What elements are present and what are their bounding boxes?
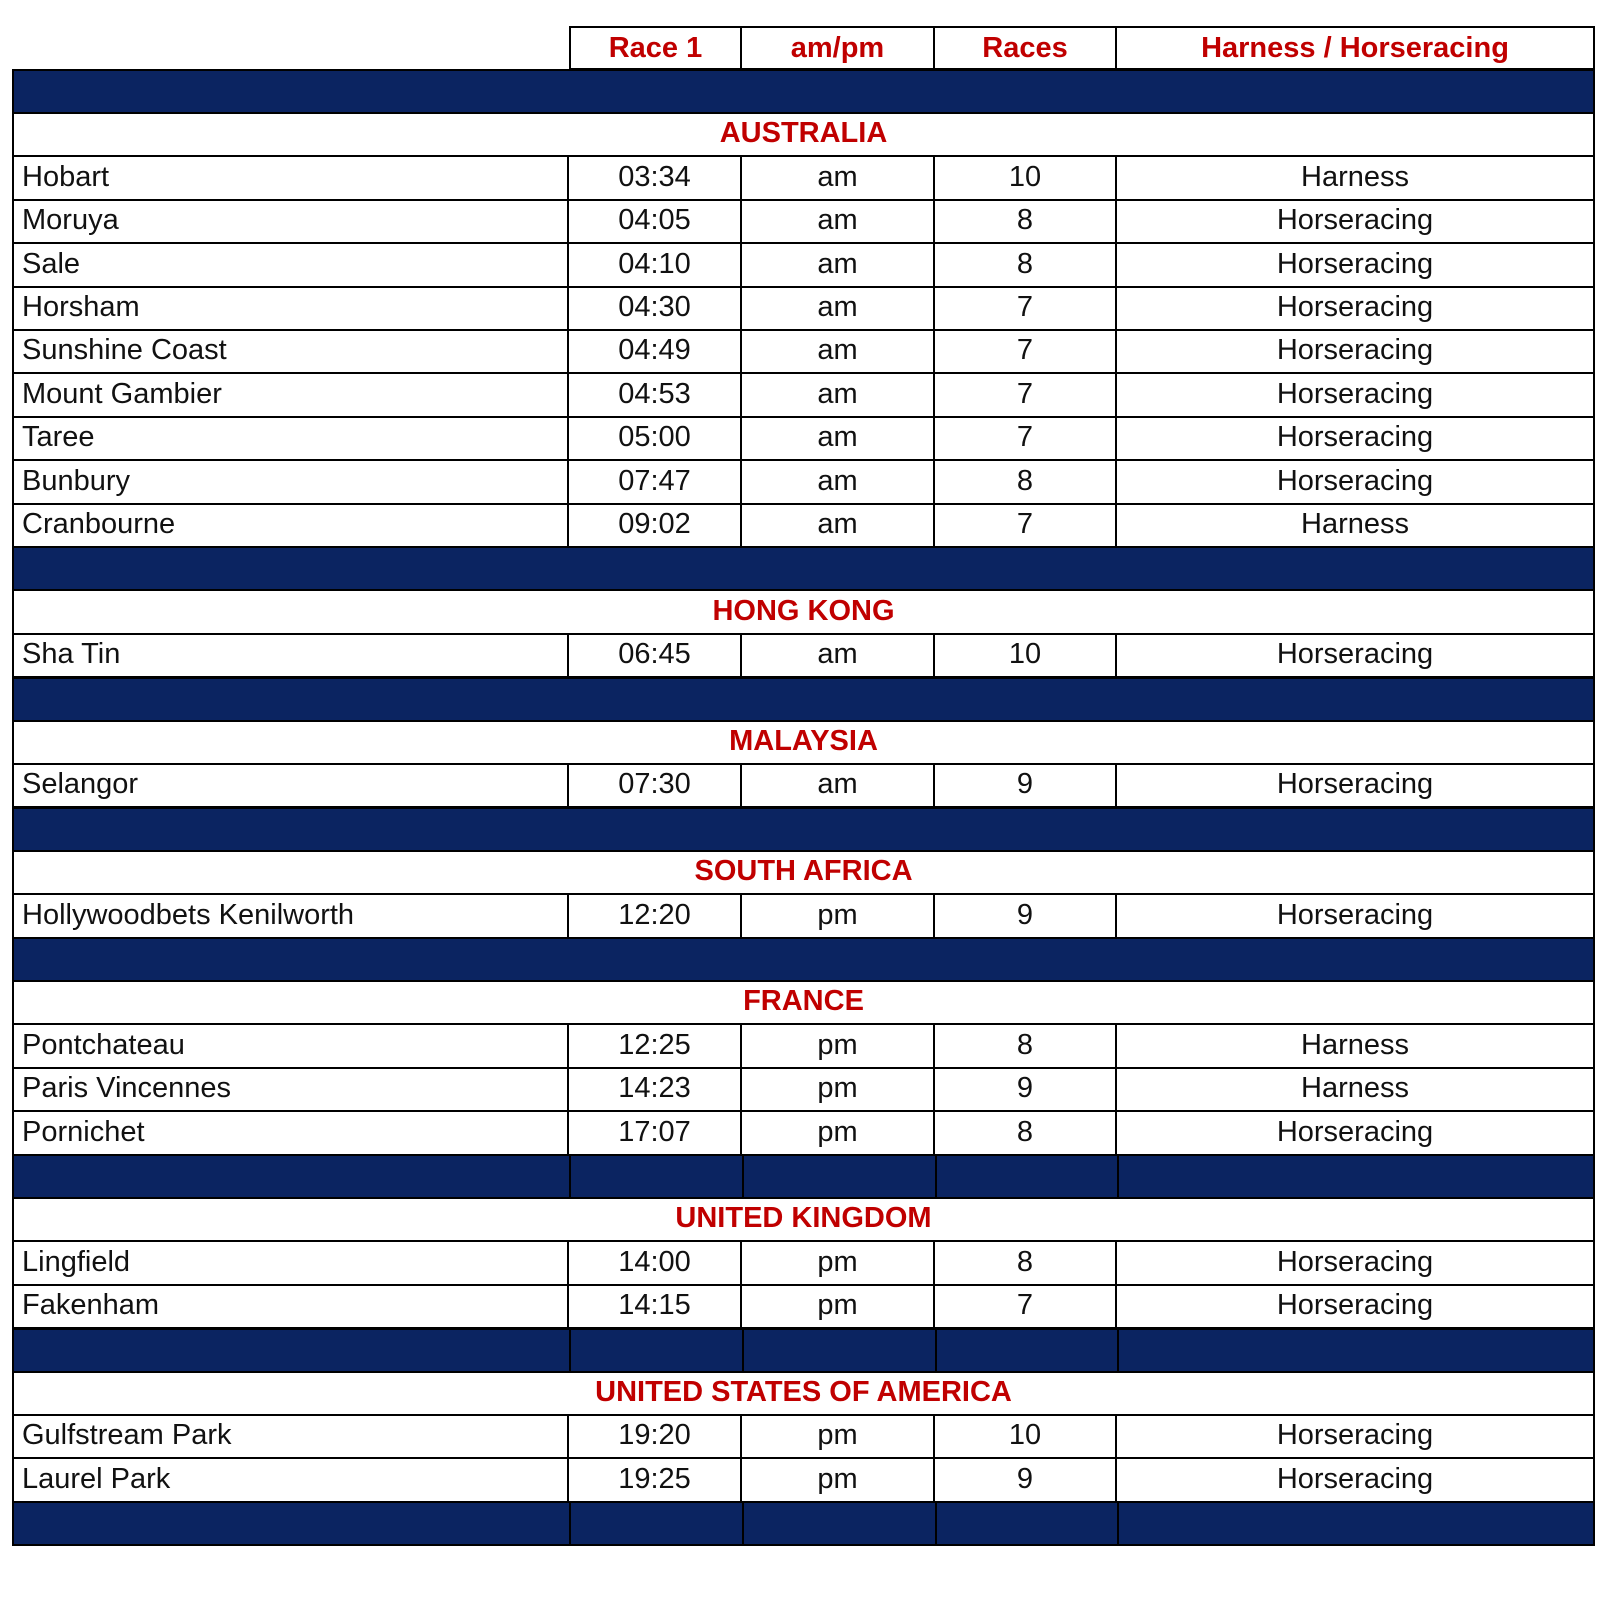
schedule-row <box>12 763 1595 808</box>
schedule-row <box>12 460 1595 505</box>
races-count-cell: 7 <box>935 1284 1117 1329</box>
schedule-row <box>12 1284 1595 1329</box>
ampm-cell: pm <box>742 1111 935 1156</box>
race1-time-cell: 05:00 <box>569 416 742 461</box>
races-count-cell: 7 <box>935 329 1117 374</box>
races-count-cell: 7 <box>935 373 1117 418</box>
ampm-cell: am <box>742 199 935 244</box>
ampm-cell: pm <box>742 1458 935 1503</box>
schedule-row <box>12 243 1595 288</box>
races-count-cell: 10 <box>935 156 1117 201</box>
race-type-cell: Horseracing <box>1117 1458 1595 1503</box>
ampm-cell: am <box>742 286 935 331</box>
venue-cell: Horsham <box>12 286 569 331</box>
venue-cell: Bunbury <box>12 460 569 505</box>
section-divider-band <box>12 807 1595 852</box>
venue-cell: Pornichet <box>12 1111 569 1156</box>
races-count-cell: 8 <box>935 243 1117 288</box>
race1-time-cell: 14:23 <box>569 1067 742 1112</box>
country-heading: MALAYSIA <box>12 720 1595 765</box>
race-type-cell: Horseracing <box>1117 329 1595 374</box>
venue-cell: Selangor <box>12 763 569 808</box>
section-divider-band <box>12 677 1595 722</box>
schedule-row <box>12 633 1595 678</box>
schedule-row <box>12 894 1595 939</box>
race-type-cell: Horseracing <box>1117 1284 1595 1329</box>
ampm-cell: pm <box>742 1284 935 1329</box>
country-heading: SOUTH AFRICA <box>12 850 1595 895</box>
race1-time-cell: 04:30 <box>569 286 742 331</box>
venue-cell: Sunshine Coast <box>12 329 569 374</box>
schedule-row <box>12 416 1595 461</box>
header-races: Races <box>935 26 1117 70</box>
race-type-cell: Harness <box>1117 503 1595 548</box>
ampm-cell: am <box>742 763 935 808</box>
section-divider-band <box>12 546 1595 591</box>
race1-time-cell: 14:00 <box>569 1241 742 1286</box>
races-count-cell: 9 <box>935 1067 1117 1112</box>
races-count-cell: 8 <box>935 460 1117 505</box>
schedule-row <box>12 1111 1595 1156</box>
race-type-cell: Horseracing <box>1117 1111 1595 1156</box>
races-count-cell: 9 <box>935 894 1117 939</box>
race1-time-cell: 14:15 <box>569 1284 742 1329</box>
race-type-cell: Horseracing <box>1117 199 1595 244</box>
venue-cell: Cranbourne <box>12 503 569 548</box>
race-type-cell: Horseracing <box>1117 1414 1595 1459</box>
band-column-divider <box>569 1330 571 1371</box>
ampm-cell: am <box>742 460 935 505</box>
schedule-row <box>12 1067 1595 1112</box>
races-count-cell: 7 <box>935 503 1117 548</box>
band-column-divider <box>569 1503 571 1544</box>
ampm-cell: pm <box>742 1241 935 1286</box>
header-type: Harness / Horseracing <box>1117 26 1595 70</box>
band-column-divider <box>742 1330 744 1371</box>
venue-cell: Taree <box>12 416 569 461</box>
race1-time-cell: 17:07 <box>569 1111 742 1156</box>
ampm-cell: am <box>742 243 935 288</box>
race1-time-cell: 12:25 <box>569 1024 742 1069</box>
schedule-row <box>12 156 1595 201</box>
venue-cell: Paris Vincennes <box>12 1067 569 1112</box>
schedule-row <box>12 503 1595 548</box>
country-heading: UNITED KINGDOM <box>12 1197 1595 1242</box>
races-count-cell: 9 <box>935 763 1117 808</box>
race1-time-cell: 04:05 <box>569 199 742 244</box>
race1-time-cell: 07:30 <box>569 763 742 808</box>
country-heading: HONG KONG <box>12 590 1595 635</box>
races-count-cell: 8 <box>935 1241 1117 1286</box>
venue-cell: Hollywoodbets Kenilworth <box>12 894 569 939</box>
band-column-divider <box>742 1503 744 1544</box>
section-divider-band <box>12 1328 1595 1373</box>
race1-time-cell: 07:47 <box>569 460 742 505</box>
band-column-divider <box>742 1156 744 1197</box>
race-type-cell: Harness <box>1117 156 1595 201</box>
schedule-row <box>12 373 1595 418</box>
race1-time-cell: 04:49 <box>569 329 742 374</box>
schedule-row <box>12 1024 1595 1069</box>
race-type-cell: Horseracing <box>1117 1241 1595 1286</box>
venue-cell: Sale <box>12 243 569 288</box>
section-divider-band <box>12 1154 1595 1199</box>
race1-time-cell: 12:20 <box>569 894 742 939</box>
band-column-divider <box>1117 1503 1119 1544</box>
ampm-cell: pm <box>742 894 935 939</box>
country-heading: AUSTRALIA <box>12 112 1595 157</box>
venue-cell: Moruya <box>12 199 569 244</box>
race1-time-cell: 04:10 <box>569 243 742 288</box>
band-column-divider <box>1117 1156 1119 1197</box>
race1-time-cell: 09:02 <box>569 503 742 548</box>
races-count-cell: 7 <box>935 286 1117 331</box>
section-divider-band <box>12 937 1595 982</box>
race-type-cell: Horseracing <box>1117 633 1595 678</box>
country-heading: UNITED STATES OF AMERICA <box>12 1371 1595 1416</box>
race-type-cell: Horseracing <box>1117 416 1595 461</box>
section-divider-band <box>12 69 1595 114</box>
band-column-divider <box>569 1156 571 1197</box>
schedule-row <box>12 1458 1595 1503</box>
race1-time-cell: 19:20 <box>569 1414 742 1459</box>
header-ampm: am/pm <box>742 26 935 70</box>
band-column-divider <box>935 1503 937 1544</box>
band-column-divider <box>935 1330 937 1371</box>
venue-cell: Mount Gambier <box>12 373 569 418</box>
race-type-cell: Horseracing <box>1117 894 1595 939</box>
race-type-cell: Harness <box>1117 1024 1595 1069</box>
venue-cell: Fakenham <box>12 1284 569 1329</box>
ampm-cell: pm <box>742 1414 935 1459</box>
races-count-cell: 9 <box>935 1458 1117 1503</box>
race1-time-cell: 04:53 <box>569 373 742 418</box>
ampm-cell: am <box>742 156 935 201</box>
race-type-cell: Horseracing <box>1117 373 1595 418</box>
ampm-cell: pm <box>742 1067 935 1112</box>
race1-time-cell: 19:25 <box>569 1458 742 1503</box>
venue-cell: Sha Tin <box>12 633 569 678</box>
race-type-cell: Horseracing <box>1117 243 1595 288</box>
schedule-row <box>12 286 1595 331</box>
races-count-cell: 8 <box>935 1024 1117 1069</box>
schedule-row <box>12 1241 1595 1286</box>
race-type-cell: Harness <box>1117 1067 1595 1112</box>
race-type-cell: Horseracing <box>1117 460 1595 505</box>
races-count-cell: 8 <box>935 199 1117 244</box>
ampm-cell: am <box>742 329 935 374</box>
venue-cell: Laurel Park <box>12 1458 569 1503</box>
ampm-cell: am <box>742 633 935 678</box>
band-column-divider <box>1117 1330 1119 1371</box>
schedule-row <box>12 329 1595 374</box>
band-column-divider <box>935 1156 937 1197</box>
ampm-cell: am <box>742 416 935 461</box>
venue-cell: Hobart <box>12 156 569 201</box>
header-race1: Race 1 <box>569 26 742 70</box>
race-type-cell: Horseracing <box>1117 286 1595 331</box>
country-heading: FRANCE <box>12 980 1595 1025</box>
section-divider-band <box>12 1501 1595 1546</box>
venue-cell: Pontchateau <box>12 1024 569 1069</box>
schedule-row <box>12 1414 1595 1459</box>
race1-time-cell: 03:34 <box>569 156 742 201</box>
schedule-row <box>12 199 1595 244</box>
races-count-cell: 8 <box>935 1111 1117 1156</box>
ampm-cell: am <box>742 503 935 548</box>
ampm-cell: am <box>742 373 935 418</box>
races-count-cell: 7 <box>935 416 1117 461</box>
races-count-cell: 10 <box>935 633 1117 678</box>
venue-cell: Gulfstream Park <box>12 1414 569 1459</box>
races-count-cell: 10 <box>935 1414 1117 1459</box>
header-row <box>12 26 1595 70</box>
venue-cell: Lingfield <box>12 1241 569 1286</box>
race-type-cell: Horseracing <box>1117 763 1595 808</box>
race1-time-cell: 06:45 <box>569 633 742 678</box>
ampm-cell: pm <box>742 1024 935 1069</box>
